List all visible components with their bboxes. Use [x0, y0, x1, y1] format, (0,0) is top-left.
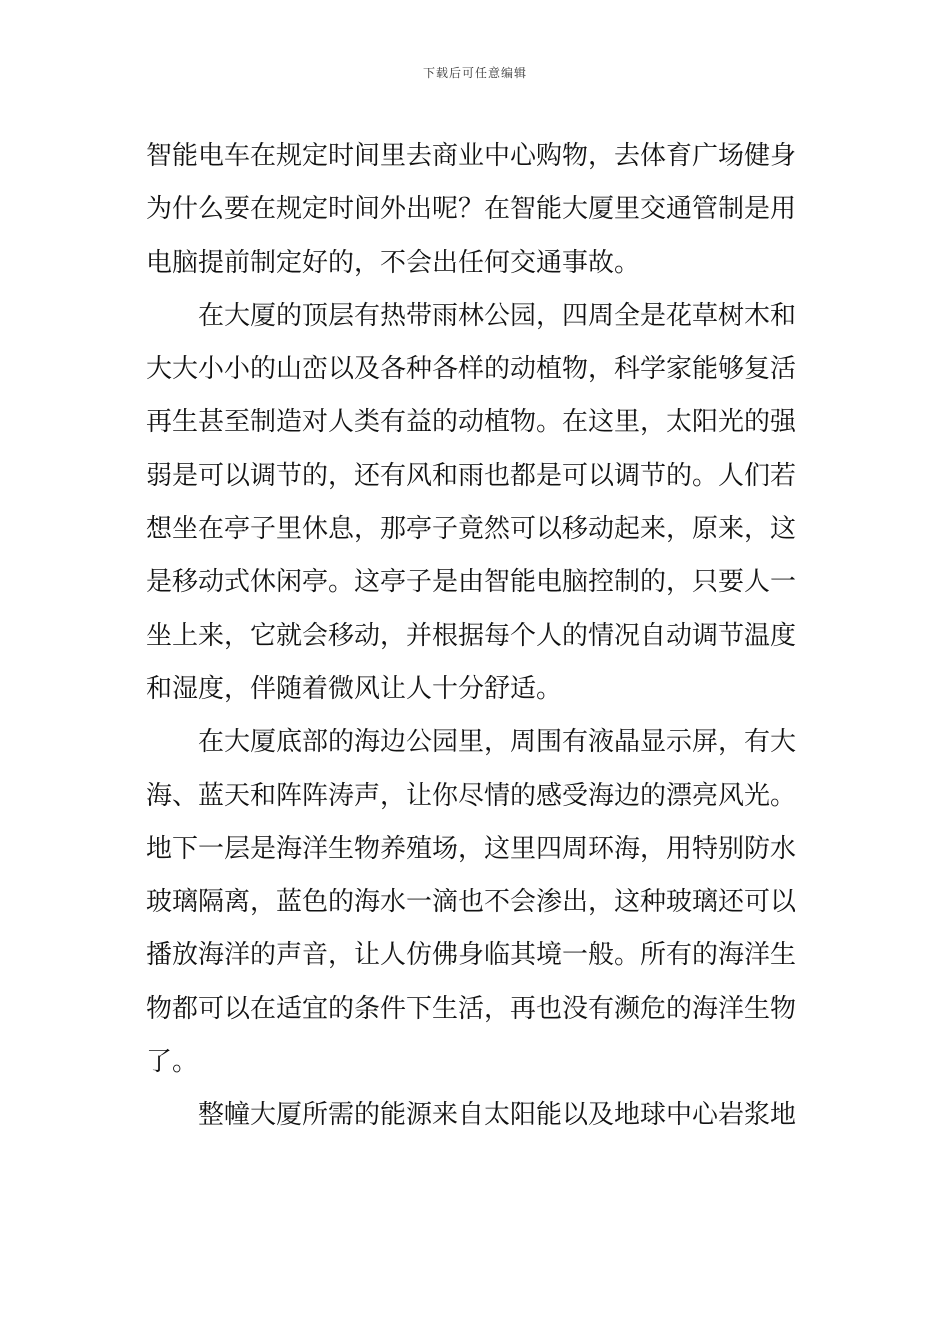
text-line: 大大小小的山峦以及各种各样的动植物，科学家能够复活 [146, 354, 797, 385]
body-text [146, 130, 816, 1143]
text-line: 坐上来，它就会移动，并根据每个人的情况自动调节温度 [146, 620, 797, 651]
text-line: 电脑提前制定好的，不会出任何交通事故。 [146, 247, 641, 278]
paragraph-first-line: 整幢大厦所需的能源来自太阳能以及地球中心岩浆地 [198, 1100, 797, 1131]
paragraph-first-line: 在大厦的顶层有热带雨林公园，四周全是花草树木和 [198, 300, 797, 331]
text-line: 播放海洋的声音，让人仿佛身临其境一般。所有的海洋生 [146, 940, 797, 971]
text-line: 地下一层是海洋生物养殖场，这里四周环海，用特别防水 [146, 833, 797, 864]
text-line: 和湿度，伴随着微风让人十分舒适。 [146, 673, 563, 704]
paragraph-first-line: 在大厦底部的海边公园里，周围有液晶显示屏，有大 [198, 727, 797, 758]
text-line: 想坐在亭子里休息，那亭子竟然可以移动起来，原来，这 [146, 514, 797, 545]
text-line: 了。 [146, 1047, 199, 1078]
text-line: 海、蓝天和阵阵涛声，让你尽情的感受海边的漂亮风光。 [146, 780, 797, 811]
page-header: 下载后可任意编辑 [422, 66, 527, 80]
text-line: 玻璃隔离，蓝色的海水一滴也不会渗出，这种玻璃还可以 [146, 887, 797, 918]
text-line: 是移动式休闲亭。这亭子是由智能电脑控制的，只要人一 [146, 567, 797, 598]
text-line: 再生甚至制造对人类有益的动植物。在这里，太阳光的强 [146, 407, 797, 438]
text-line: 弱是可以调节的，还有风和雨也都是可以调节的。人们若 [146, 460, 797, 491]
text-line: 物都可以在适宜的条件下生活，再也没有濒危的海洋生物 [146, 993, 797, 1024]
text-line: 为什么要在规定时间外出呢？在智能大厦里交通管制是用 [146, 194, 797, 225]
text-line: 智能电车在规定时间里去商业中心购物，去体育广场健身 [146, 141, 797, 171]
